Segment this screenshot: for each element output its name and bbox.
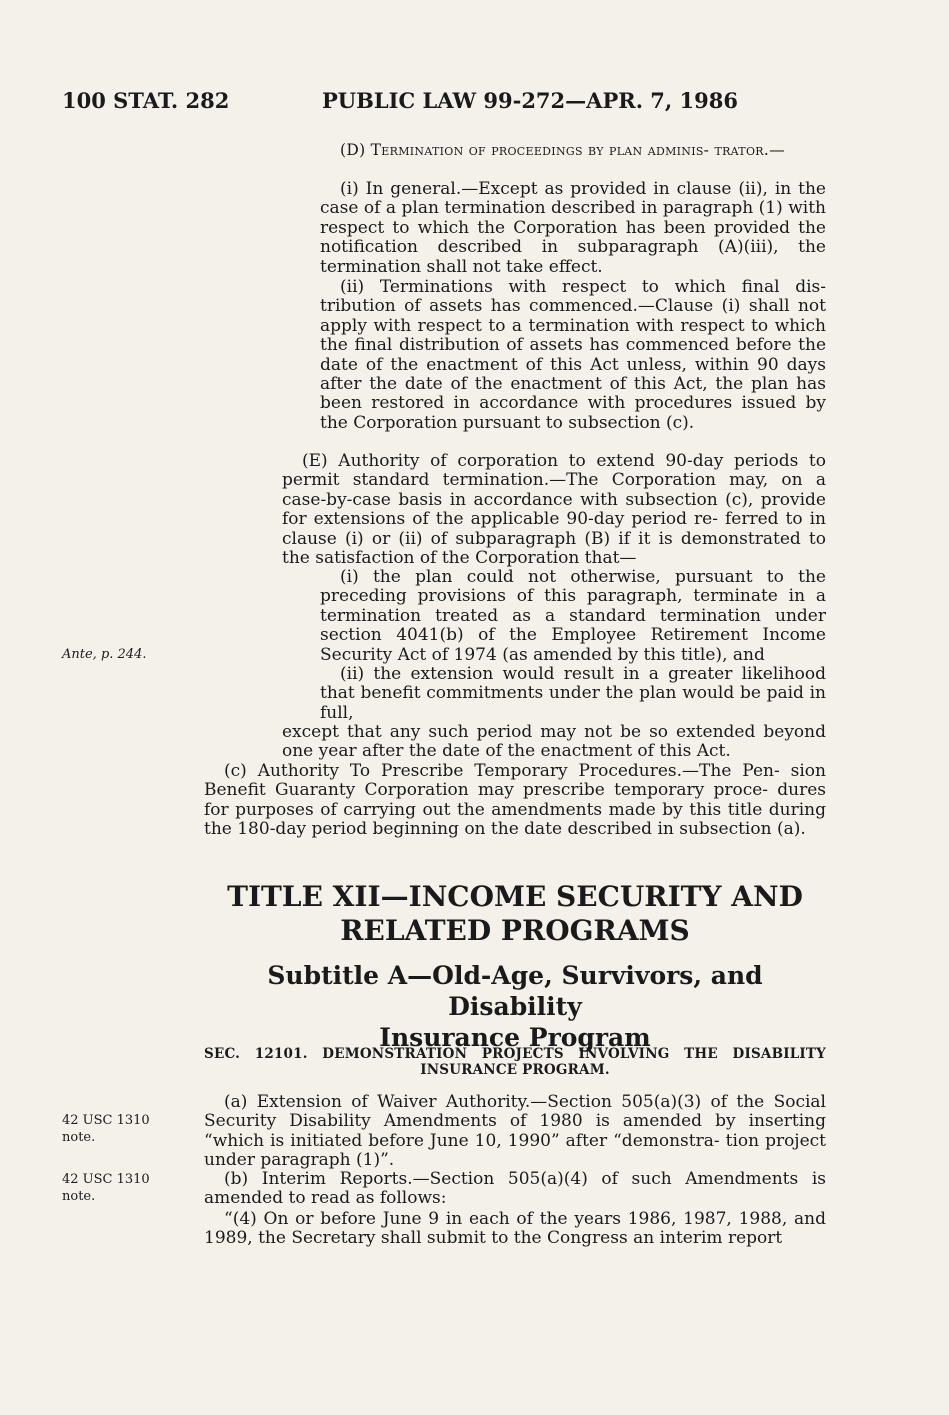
title-xii-line1: TITLE XII—INCOME SECURITY AND	[227, 880, 803, 913]
subtitle-a-line2: Insurance Program	[379, 1023, 651, 1052]
para-D-heading-text: (D) Termination of proceedings by plan adminis- trator.—	[340, 141, 785, 159]
section-12101-line1: SEC. 12101. DEMONSTRATION PROJECTS INVOLVING THE DISABILITY	[204, 1046, 826, 1062]
margin-note-usc-1-line1: 42 USC 1310	[62, 1113, 150, 1128]
para-E-tail-text: except that any such period may not be so extended beyond one year after the date of the enactment of this Act.	[282, 722, 826, 762]
title-xii-line2: RELATED PROGRAMS	[340, 914, 690, 947]
section-12101-quote-text: “(4) On or before June 9 in each of the years 1986, 1987, 1988, and 1989, the Secretary shall submit to the Congress an interim report	[204, 1209, 826, 1249]
subtitle-a-line1: Subtitle A—Old-Age, Survivors, and Disability	[267, 961, 763, 1021]
section-12101-b-text: (b) Interim Reports.—Section 505(a)(4) of such Amendments is amended to read as follows:	[204, 1169, 826, 1209]
margin-note-usc-2-line2: note.	[62, 1189, 96, 1204]
section-12101-a-text: (a) Extension of Waiver Authority.—Section 505(a)(3) of the Social Security Disability Amendments of 1980 is amended by inserting “which is initiated before June 10, 1990” after “demonstra- tion project under paragraph (1)”.	[204, 1092, 826, 1171]
margin-note-ante	[62, 646, 146, 663]
para-E-i	[320, 568, 826, 665]
page-reference: 100 STAT. 282	[62, 88, 230, 113]
margin-note-usc-2-line1: 42 USC 1310	[62, 1172, 150, 1187]
section-12101-heading	[204, 1046, 826, 1078]
para-E-ii-text: (ii) the extension would result in a greater likelihood that benefit commitments under the plan would be paid in full,	[320, 664, 826, 723]
para-D-heading	[320, 141, 826, 160]
para-E-text: (E) Authority of corporation to extend 90-day periods to permit standard termination.—The Corporation may, on a case-by-case basis in accordance with subsection (c), provide for extensions of the applicable 90-day period re- ferred to in clause (i) or (ii) of subparagraph (B) if it is demonstrated to the satisfaction of the Corporation that—	[282, 451, 826, 569]
section-12101-line2: INSURANCE PROGRAM.	[420, 1062, 610, 1078]
margin-note-usc-1-line2: note.	[62, 1130, 96, 1145]
margin-note-ante-text: Ante, p. 244.	[62, 647, 147, 662]
para-c-text: (c) Authority To Prescribe Temporary Procedures.—The Pen- sion Benefit Guaranty Corporation may prescribe temporary proce- dures for purposes of carrying out the amendments made by this title during the 180-day period beginning on the date described in subsection (a).	[204, 761, 826, 840]
para-c	[204, 762, 826, 840]
para-D-ii-text: (ii) Terminations with respect to which final dis- tribution of assets has commenced.—Clause (i) shall not apply with respect to a termination with respect to which the final distribution of assets has commenced before the date of the enactment of this Act unless, within 90 days after the date of the enactment of this Act, the plan has been restored in accordance with procedures issued by the Corporation pursuant to subsection (c).	[320, 277, 826, 433]
subtitle-a	[204, 960, 826, 1053]
para-D-i	[320, 180, 826, 277]
para-E	[282, 452, 826, 568]
para-D-i-text: (i) In general.—Except as provided in clause (ii), in the case of a plan termination described in paragraph (1) with respect to which the Corporation has been provided the notification described in subparagraph (A)(iii), the termination shall not take effect.	[320, 179, 826, 277]
margin-note-usc-1	[62, 1112, 150, 1146]
section-12101-quote	[204, 1210, 826, 1249]
para-E-tail	[282, 723, 826, 762]
para-E-ii	[320, 665, 826, 723]
section-12101-a	[204, 1093, 826, 1171]
running-title: PUBLIC LAW 99-272—APR. 7, 1986	[322, 88, 738, 113]
para-E-i-text: (i) the plan could not otherwise, pursuant to the preceding provisions of this paragraph, terminate in a termination treated as a standard termination under section 4041(b) of the Employee Retirement Income Security Act of 1974 (as amended by this title), and	[320, 567, 826, 665]
margin-note-usc-2	[62, 1171, 150, 1205]
section-12101-b	[204, 1170, 826, 1209]
title-xii	[204, 880, 826, 948]
para-D-ii	[320, 278, 826, 433]
